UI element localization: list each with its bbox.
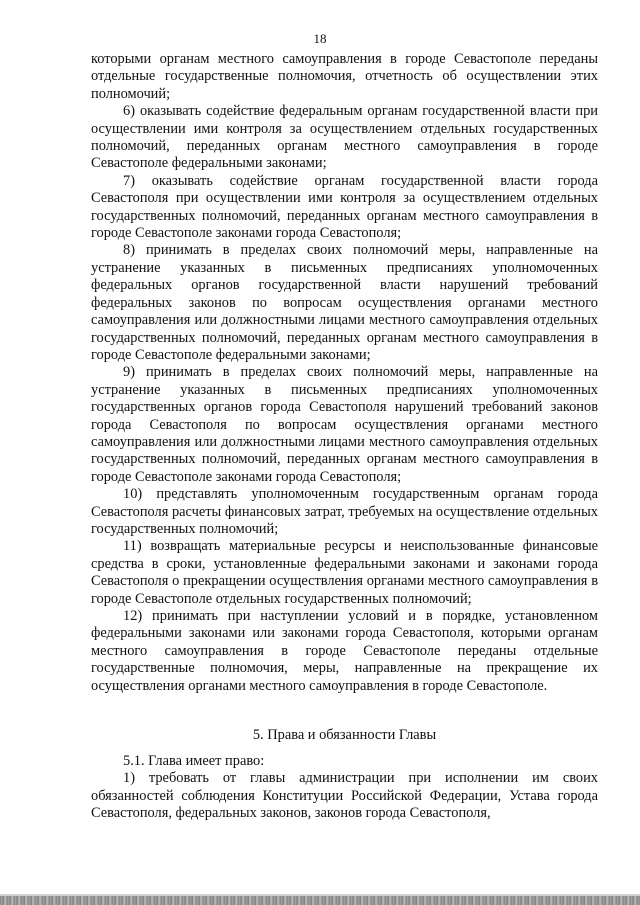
subsection-5-1-item-1: 1) требовать от главы администрации при исполнении им своих обязанностей соблюдения Конституции Российской Федерации, Устава города Севастополя, федеральных законов, законов города Севастополя, bbox=[91, 770, 598, 822]
paragraph-item-7: 7) оказывать содействие органам государственной власти города Севастополя при осуществлении ими контроля за осуществлением отдельных государственных полномочий, переданных органам местного самоуправления в городе Севастополе законами города Севастополя; bbox=[91, 172, 598, 242]
paragraph-item-12: 12) принимать при наступлении условий и в порядке, установленном федеральными законами или законами города Севастополя, которыми органам местного самоуправления в городе Севастополе переданы отдельные государственные полномочия, меры, направленные на прекращение их осуществления органами местного самоуправления в городе Севастополе. bbox=[91, 608, 598, 694]
scan-border-noise bbox=[0, 896, 640, 905]
body-text bbox=[91, 51, 598, 695]
paragraph-item-8: 8) принимать в пределах своих полномочий меры, направленные на устранение указанных в письменных предписаниях уполномоченных федеральных органов государственной власти нарушений требований федеральных законов по вопросам осуществления органами местного самоуправления или должностными лицами местного самоуправления отдельных государственных полномочий, переданных органам местного самоуправления в городе Севастополе федеральными законами; bbox=[91, 242, 598, 363]
paragraph-continuation: которыми органам местного самоуправления в городе Севастополе переданы отдельные государственные полномочия, отчетность об осуществлении этих полномочий; bbox=[91, 51, 598, 102]
section-heading: 5. Права и обязанности Главы bbox=[252, 727, 437, 743]
paragraph-item-6: 6) оказывать содействие федеральным органам государственной власти при осуществлении ими контроля за осуществлением отдельных государственных полномочий, переданных органам местного самоуправления в городе Севастополе федеральными законами; bbox=[91, 103, 598, 172]
section-body-text bbox=[91, 753, 598, 823]
paragraph-item-9: 9) принимать в пределах своих полномочий меры, направленные на устранение указанных в письменных предписаниях уполномоченных государственных органов города Севастополя нарушений требований законов города Севастополя по вопросам осуществления органами местного самоуправления или должностными лицами местного самоуправления отдельных государственных полномочий, переданных органам местного самоуправления в городе Севастополе законами города Севастополя; bbox=[91, 364, 598, 485]
paragraph-item-10: 10) представлять уполномоченным государственным органам города Севастополя расчеты финансовых затрат, требуемых на осуществление отдельных государственных полномочий; bbox=[91, 486, 598, 537]
page-number: 18 bbox=[313, 31, 327, 46]
subsection-5-1: 5.1. Глава имеет право: bbox=[123, 753, 265, 769]
paragraph-item-11: 11) возвращать материальные ресурсы и неиспользованные финансовые средства в сроки, установленные федеральными законами и законами города Севастополя о прекращении осуществления органами местного самоуправления в городе Севастополе отдельных государственных полномочий; bbox=[91, 538, 598, 607]
